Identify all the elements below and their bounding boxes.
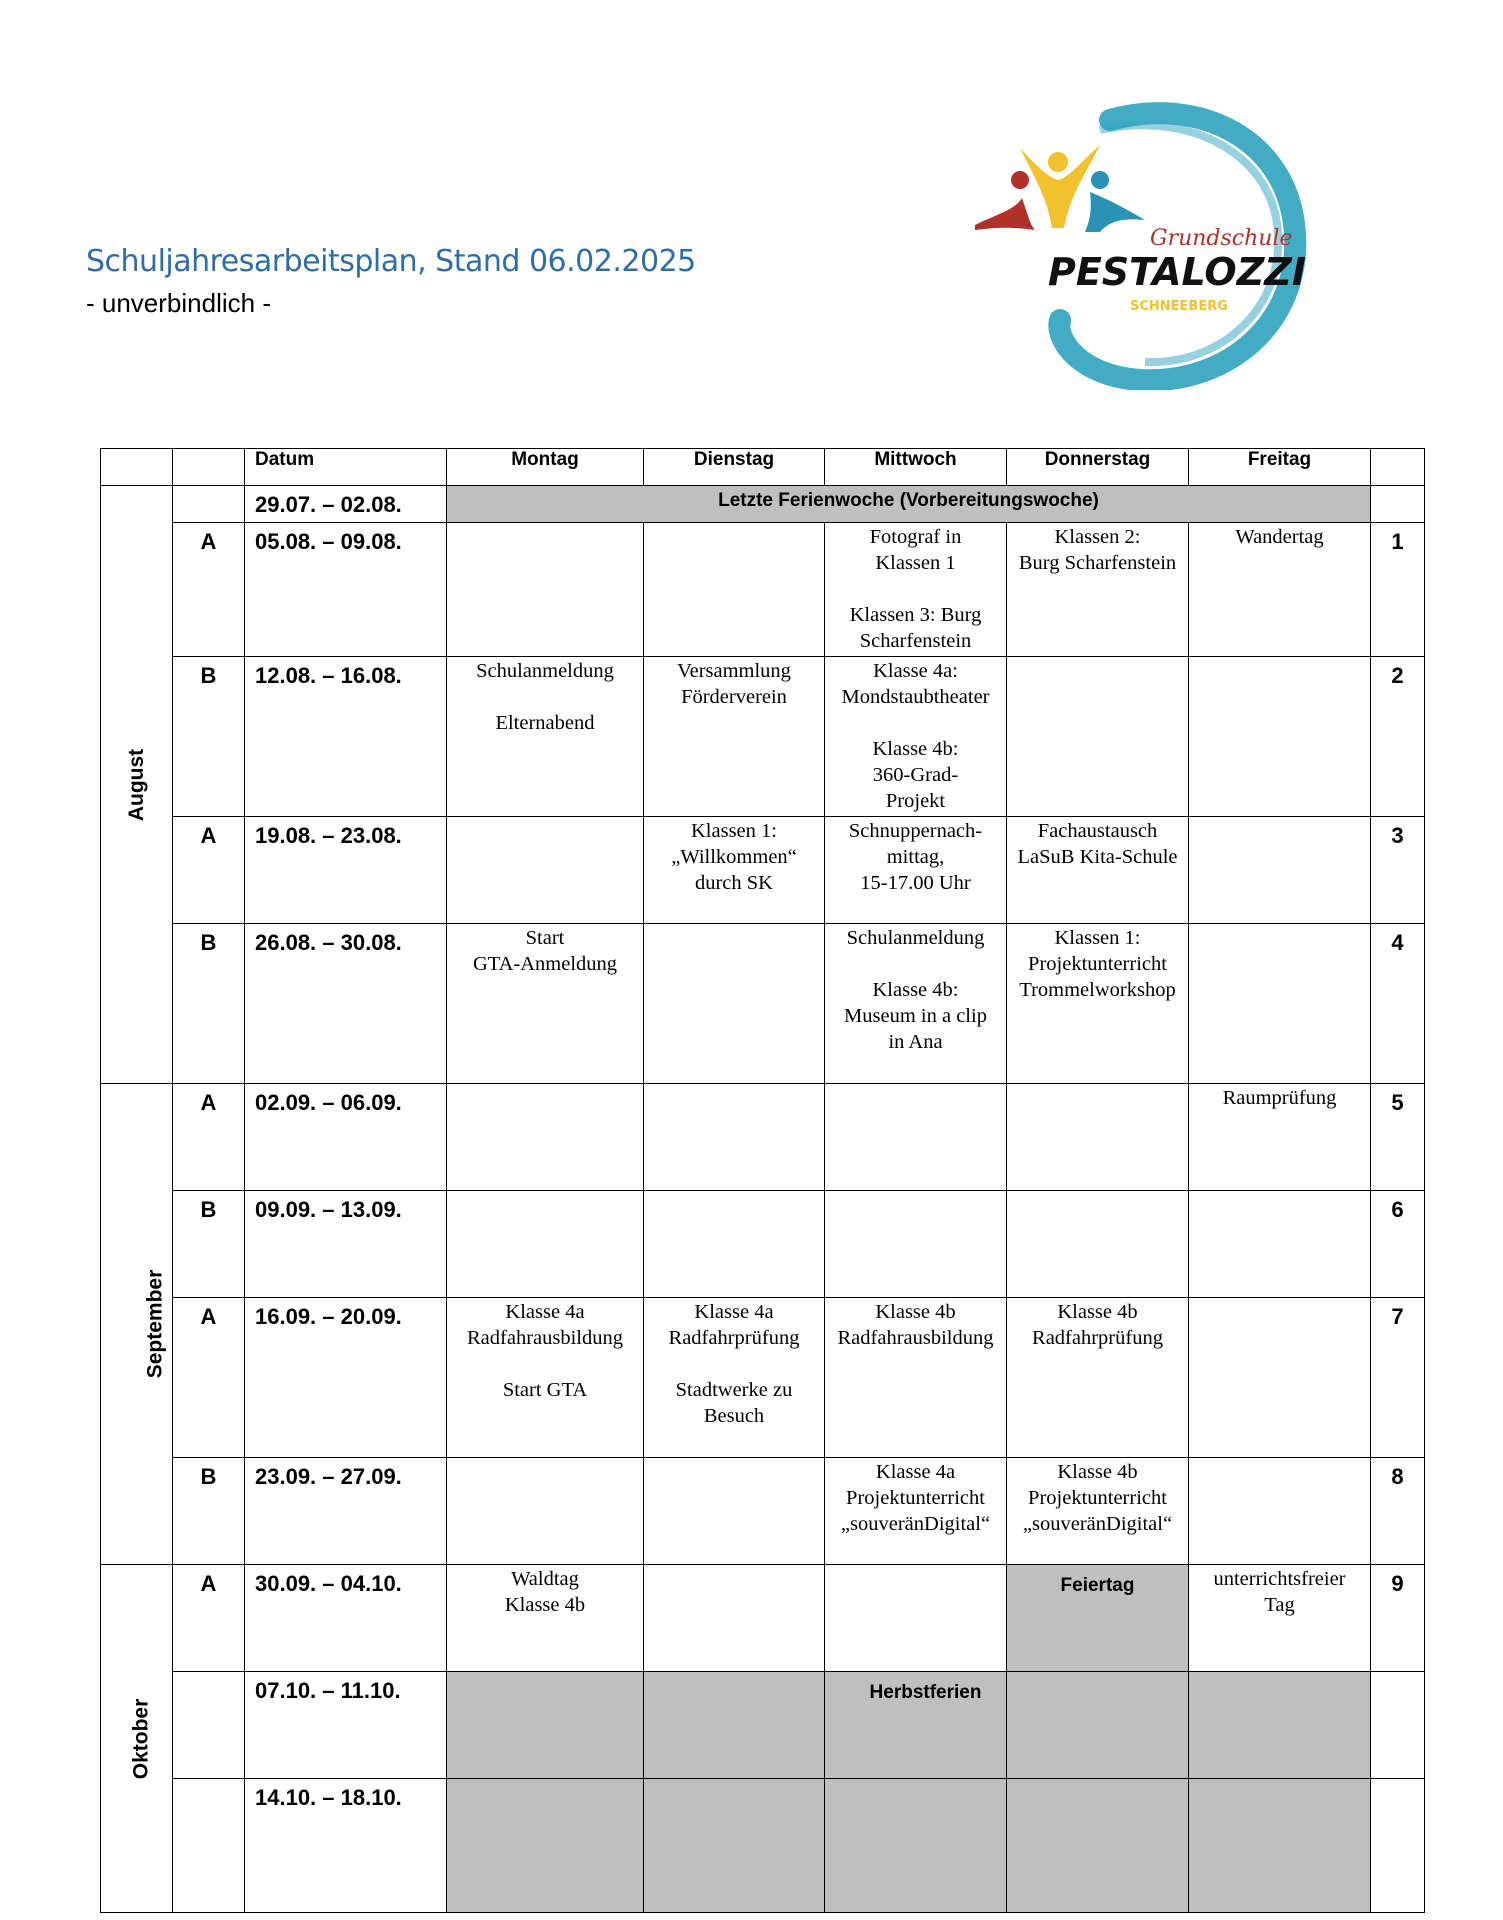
cell-mittwoch: [825, 1084, 1007, 1191]
cell-dienstag: [644, 1458, 825, 1565]
ab-cell: A: [173, 1084, 245, 1191]
cell-freitag: [1189, 1458, 1371, 1565]
table-row: [101, 817, 1425, 924]
month-september: September: [101, 1084, 173, 1565]
table-row: [101, 486, 1425, 523]
week-number: 2: [1371, 657, 1425, 817]
ab-cell: B: [173, 657, 245, 817]
month-oktober: Oktober: [101, 1565, 173, 1913]
cell-dienstag: [644, 1191, 825, 1298]
cell-freitag-ferien: [1189, 1779, 1371, 1913]
week-number: 8: [1371, 1458, 1425, 1565]
cell-freitag: [1189, 1191, 1371, 1298]
logo-top-text: Grundschule: [1150, 226, 1293, 251]
cell-montag: [447, 1191, 644, 1298]
cell-montag: [447, 1084, 644, 1191]
ab-cell: [173, 1779, 245, 1913]
page-title: Schuljahresarbeitsplan, Stand 06.02.2025: [86, 244, 696, 279]
cell-donnerstag: [1007, 1084, 1189, 1191]
header-datum: Datum: [245, 449, 447, 486]
date-cell: 14.10. – 18.10.: [245, 1779, 447, 1913]
table-row: [101, 523, 1425, 657]
header-montag: Montag: [447, 449, 644, 486]
week-number: 9: [1371, 1565, 1425, 1672]
cell-montag-ferien: [447, 1779, 644, 1913]
cell-dienstag-ferien: [644, 1672, 825, 1779]
cell-dienstag: [644, 523, 825, 657]
cell-dienstag-ferien: [644, 1779, 825, 1913]
cell-montag-ferien: [447, 1672, 644, 1779]
cell-mittwoch: [825, 1191, 1007, 1298]
cell-donnerstag: Klassen 1: Projektunterricht Trommelworkshop: [1007, 924, 1189, 1084]
cell-donnerstag: Klassen 2: Burg Scharfenstein: [1007, 523, 1189, 657]
table-row: [101, 1458, 1425, 1565]
date-cell: 26.08. – 30.08.: [245, 924, 447, 1084]
cell-montag: [447, 523, 644, 657]
date-cell: 12.08. – 16.08.: [245, 657, 447, 817]
ab-cell: B: [173, 1191, 245, 1298]
cell-dienstag: [644, 1084, 825, 1191]
table-row: [101, 657, 1425, 817]
week-number: 5: [1371, 1084, 1425, 1191]
cell-freitag: unterrichtsfreier Tag: [1189, 1565, 1371, 1672]
cell-donnerstag: [1007, 657, 1189, 817]
table-row: [101, 1298, 1425, 1458]
logo-name: PESTALOZZI: [1048, 250, 1306, 294]
header-row: [101, 449, 1425, 486]
header-freitag: Freitag: [1189, 449, 1371, 486]
cell-dienstag: [644, 1565, 825, 1672]
cell-donnerstag-feiertag: Feiertag: [1007, 1565, 1189, 1672]
cell-dienstag: Versammlung Förderverein: [644, 657, 825, 817]
table-row: [101, 1779, 1425, 1913]
cell-montag: Schulanmeldung Elternabend: [447, 657, 644, 817]
logo-city: SCHNEEBERG: [1130, 299, 1228, 314]
cell-mittwoch-ferien: [825, 1779, 1007, 1913]
cell-mittwoch-herbstferien: Herbstferien: [825, 1672, 1007, 1779]
logo-figure-blue-head: [1091, 171, 1109, 189]
table-row: [101, 1672, 1425, 1779]
cell-montag: Klasse 4a Radfahrausbildung Start GTA: [447, 1298, 644, 1458]
school-logo: [960, 100, 1330, 390]
cell-dienstag: Klassen 1: „Willkommen“ durch SK: [644, 817, 825, 924]
table-row: [101, 1565, 1425, 1672]
cell-donnerstag: Klasse 4b Radfahrprüfung: [1007, 1298, 1189, 1458]
cell-donnerstag: [1007, 1191, 1189, 1298]
week-number: 6: [1371, 1191, 1425, 1298]
date-cell: 29.07. – 02.08.: [245, 486, 447, 523]
cell-freitag: Wandertag: [1189, 523, 1371, 657]
date-cell: 09.09. – 13.09.: [245, 1191, 447, 1298]
week-number: 1: [1371, 523, 1425, 657]
logo-figure-blue: [1085, 192, 1145, 232]
cell-montag: Start GTA-Anmeldung: [447, 924, 644, 1084]
week-number: 4: [1371, 924, 1425, 1084]
logo-figure-red: [975, 198, 1035, 230]
header-donnerstag: Donnerstag: [1007, 449, 1189, 486]
header-mittwoch: Mittwoch: [825, 449, 1007, 486]
cell-freitag: [1189, 817, 1371, 924]
cell-mittwoch: [825, 1565, 1007, 1672]
date-cell: 30.09. – 04.10.: [245, 1565, 447, 1672]
week-number: [1371, 1672, 1425, 1779]
header-month: [101, 449, 173, 486]
header-week: [1371, 449, 1425, 486]
ab-cell: A: [173, 817, 245, 924]
cell-dienstag: [644, 924, 825, 1084]
cell-montag: [447, 1458, 644, 1565]
ab-cell: B: [173, 1458, 245, 1565]
header-ab: [173, 449, 245, 486]
cell-freitag: [1189, 1298, 1371, 1458]
cell-freitag: [1189, 657, 1371, 817]
week-number: [1371, 1779, 1425, 1913]
week-number: 3: [1371, 817, 1425, 924]
ab-cell: [173, 486, 245, 523]
cell-mittwoch: Schnuppernach- mittag, 15-17.00 Uhr: [825, 817, 1007, 924]
cell-montag: Waldtag Klasse 4b: [447, 1565, 644, 1672]
logo-figure-yellow-head: [1048, 152, 1068, 172]
table-row: [101, 1084, 1425, 1191]
cell-mittwoch: Schulanmeldung Klasse 4b: Museum in a clip in Ana: [825, 924, 1007, 1084]
header-dienstag: Dienstag: [644, 449, 825, 486]
week-number: 7: [1371, 1298, 1425, 1458]
cell-freitag: [1189, 924, 1371, 1084]
cell-donnerstag-ferien: [1007, 1779, 1189, 1913]
date-cell: 19.08. – 23.08.: [245, 817, 447, 924]
cell-freitag-ferien: [1189, 1672, 1371, 1779]
cell-donnerstag: Fachaustausch LaSuB Kita-Schule: [1007, 817, 1189, 924]
table-row: [101, 1191, 1425, 1298]
table-row: [101, 924, 1425, 1084]
cell-mittwoch: Fotograf in Klassen 1 Klassen 3: Burg Scharfenstein: [825, 523, 1007, 657]
date-cell: 16.09. – 20.09.: [245, 1298, 447, 1458]
date-cell: 05.08. – 09.08.: [245, 523, 447, 657]
ab-cell: A: [173, 1298, 245, 1458]
cell-mittwoch: Klasse 4a Projektunterricht „souveränDigital“: [825, 1458, 1007, 1565]
logo-figure-red-head: [1011, 171, 1029, 189]
cell-mittwoch: Klasse 4b Radfahrausbildung: [825, 1298, 1007, 1458]
page-subtitle: - unverbindlich -: [86, 288, 271, 318]
ab-cell: A: [173, 1565, 245, 1672]
cell-donnerstag-ferien: [1007, 1672, 1189, 1779]
cell-donnerstag: Klasse 4b Projektunterricht „souveränDigital“: [1007, 1458, 1189, 1565]
holiday-banner: Letzte Ferienwoche (Vorbereitungswoche): [447, 486, 1371, 523]
cell-montag: [447, 817, 644, 924]
ab-cell: B: [173, 924, 245, 1084]
ab-cell: A: [173, 523, 245, 657]
cell-freitag: Raumprüfung: [1189, 1084, 1371, 1191]
cell-mittwoch: Klasse 4a: Mondstaubtheater Klasse 4b: 360-Grad- Projekt: [825, 657, 1007, 817]
date-cell: 23.09. – 27.09.: [245, 1458, 447, 1565]
schedule-table: [100, 448, 1425, 1913]
date-cell: 02.09. – 06.09.: [245, 1084, 447, 1191]
month-august: August: [101, 486, 173, 1084]
week-number: [1371, 486, 1425, 523]
cell-dienstag: Klasse 4a Radfahrprüfung Stadtwerke zu Besuch: [644, 1298, 825, 1458]
date-cell: 07.10. – 11.10.: [245, 1672, 447, 1779]
ab-cell: [173, 1672, 245, 1779]
